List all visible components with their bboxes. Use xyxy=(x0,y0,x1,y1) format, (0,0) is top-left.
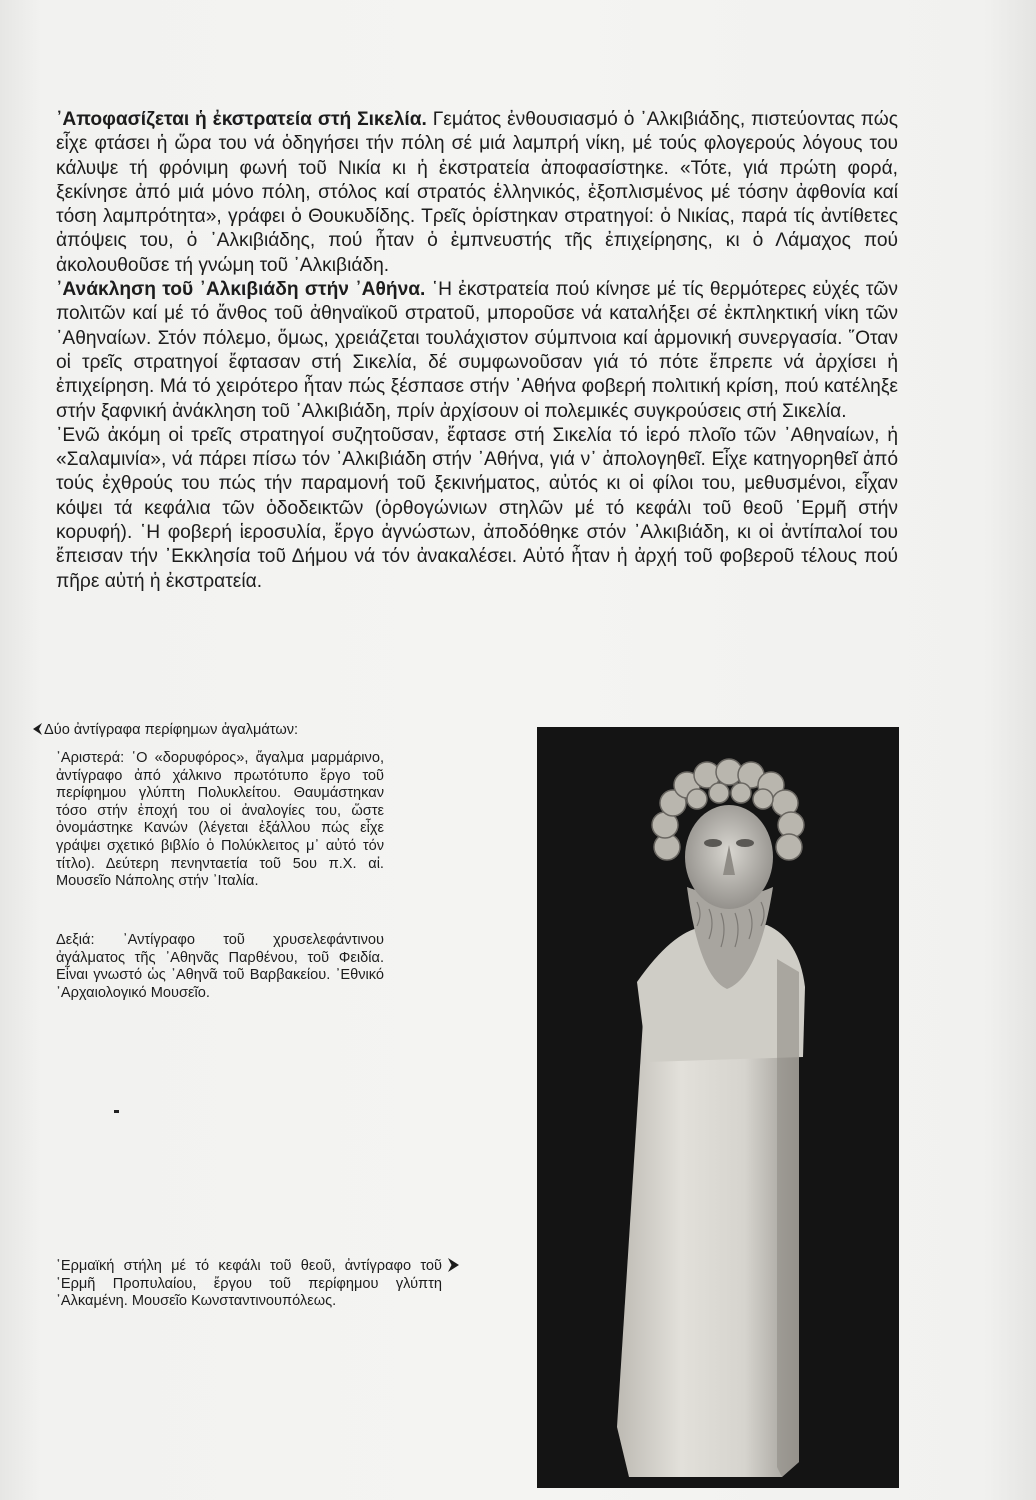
herm-left-eye xyxy=(704,839,722,847)
statues-caption-heading xyxy=(33,722,453,740)
paragraph-recall xyxy=(56,278,898,424)
text-salaminia: ᾿Ενῶ ἀκόμη οἱ τρεῖς στρατηγοί συζητοῦσαν, ἔφτασε στή Σικελία τό ἱερό πλοῖο τῶν ᾿Αθηναίων, ἡ «Σαλαμινία», νά πάρει πίσω τόν ᾿Αλκιβιάδη στήν ᾿Αθήνα, γιά ν᾿ ἀπολογηθεῖ. Εἶχε κατηγορηθεῖ ἀπό τούς ἐχθρούς του πώς τήν παραμονή τοῦ ξεκινήματος, αὐτός κι οἱ φίλοι του, μεθυσμένοι, εἶχαν κόψει τά κεφάλια τῶν ὁδοδεικτῶν (ὀρθογώνιων στηλῶν μέ τό κεφάλι τοῦ θεοῦ ῾Ερμῆ στήν κορυφή). ῾Η φοβερή ἱεροσυλία, ἔργο ἀγνώστων, ἀποδόθηκε στόν ᾿Αλκιβιάδη, κι οἱ ἀντίπαλοί του ἔπεισαν τήν ᾿Εκκλησία τοῦ Δήμου νά τόν ἀνακαλέσει. Αὐτό ἦταν ἡ ἀρχή τοῦ φοβεροῦ τέλους πού πῆρε αὐτή ἡ ἐκστρατεία. xyxy=(56,424,898,592)
right-statue-caption: Δεξιά: ᾿Αντίγραφο τοῦ χρυσελεφάντινου ἀγάλματος τῆς ᾿Αθηνᾶς Παρθένου, τοῦ Φειδία. Εἶναι γνωστό ὡς ᾿Αθηνᾶ τοῦ Βαρβακείου. ᾿Εθνικό ᾿Αρχαιολογικό Μουσεῖο. xyxy=(56,932,384,1001)
herm-bust-image xyxy=(537,727,899,1488)
arrow-right-icon xyxy=(448,1258,459,1272)
statues-heading-text: Δύο ἀντίγραφα περίφημων ἀγαλμάτων: xyxy=(44,722,299,738)
text-expedition: Γεμάτος ἐνθουσιασμό ὁ ᾿Αλκιβιάδης, πιστεύοντας πώς εἶχε φτάσει ἡ ὥρα του νά ὁδηγήσει τήν πόλη σέ μιά λαμπρή νίκη, μέ τούς φλογερούς λόγους του κάλυψε τή φρόνιμη φωνή τοῦ Νικία κι ἡ ἐκστρατεία ἀποφασίστηκε. «Τότε, γιά πρώτη φορά, ξεκίνησε ἀπό μιά μόνο πόλη, στόλος καί στρατός ἑλληνικός, ἐξοπλισμένος μέ τόσην ἀφθονία καί τόση λαμπρότητα», γράφει ὁ Θουκυδίδης. Τρεῖς ὁρίστηκαν στρατηγοί: ὁ Νικίας, παρά τίς ἀντίθετες ἀπόψεις του, ὁ ᾿Αλκιβιάδης, πού ἦταν ὁ ἐμπνευστής τῆς ἐπιχείρησης, κι ὁ Λάμαχος πού ἀκολουθοῦσε τή γνώμη τοῦ ᾿Αλκιβιάδη. xyxy=(56,109,898,276)
herm-caption: ῾Ερμαϊκή στήλη μέ τό κεφάλι τοῦ θεοῦ, ἀντίγραφο τοῦ ῾Ερμῆ Προπυλαίου, ἔργου τοῦ περίφημου γλύπτη ᾿Αλκαμένη. Μουσεῖο Κωνσταντινουπόλεως. xyxy=(56,1258,442,1310)
heading-expedition: ᾿Αποφασίζεται ἡ ἐκστρατεία στή Σικελία. xyxy=(56,109,427,130)
left-statue-caption: ᾿Αριστερά: ῾Ο «δορυφόρος», ἄγαλμα μαρμάρινο, ἀντίγραφο ἀπό χάλκινο πρωτότυπο ἔργο τοῦ περίφημου γλύπτη Πολυκλείτου. Θαυμάστηκαν τόσο στήν ἐποχή του οἱ ἀναλογίες του, ὥστε ὀνομάστηκε Κανών (λέγεται ἐξάλλου πώς εἶχε γράψει σχετικό βιβλίο ὁ Πολύκλειτος μ᾿ αὐτό τόν τίτλο). Δεύτερη πενηνταετία τοῦ 5ου π.Χ. αἰ. Μουσεῖο Νάπολης στήν ᾿Ιταλία. xyxy=(56,750,384,890)
arrow-left-icon xyxy=(33,723,42,735)
print-speck xyxy=(114,1110,119,1113)
herm-right-eye xyxy=(736,839,754,847)
paragraph-salaminia xyxy=(56,424,898,594)
paragraph-expedition xyxy=(56,108,898,278)
herm-pillar-shadow xyxy=(777,959,799,1477)
main-text xyxy=(56,108,898,594)
heading-recall: ᾿Ανάκληση τοῦ ᾿Αλκιβιάδη στήν ᾿Αθήνα. xyxy=(56,279,426,301)
text-recall: ῾Η ἐκστρατεία πού κίνησε μέ τίς θερμότερες εὐχές τῶν πολιτῶν καί μέ τό ἄνθος τοῦ ἀθηναϊκοῦ στρατοῦ, μποροῦσε νά καταλήξει σέ ἐκπληκτική νίκη τῶν ᾿Αθηναίων. Στόν πόλεμο, ὅμως, χρειάζεται τουλάχιστον σύμπνοια καί ἁρμονική συνεργασία. ῞Οταν οἱ τρεῖς στρατηγοί ἔφτασαν στή Σικελία, δέ συμφωνοῦσαν γιά τό πότε ἔπρεπε νά ἀρχίσει ἡ ἐπιχείρηση. Μά τό χειρότερο ἦταν πώς ξέσπασε στήν ᾿Αθήνα φοβερή πολιτική κρίση, πού κατέληξε στήν ξαφνική ἀνάκληση τοῦ ᾿Αλκιβιάδη, πρίν ἀρχίσουν οἱ πολεμικές συγκρούσεις στή Σικελία. xyxy=(56,279,899,422)
herm-photo xyxy=(537,727,899,1488)
